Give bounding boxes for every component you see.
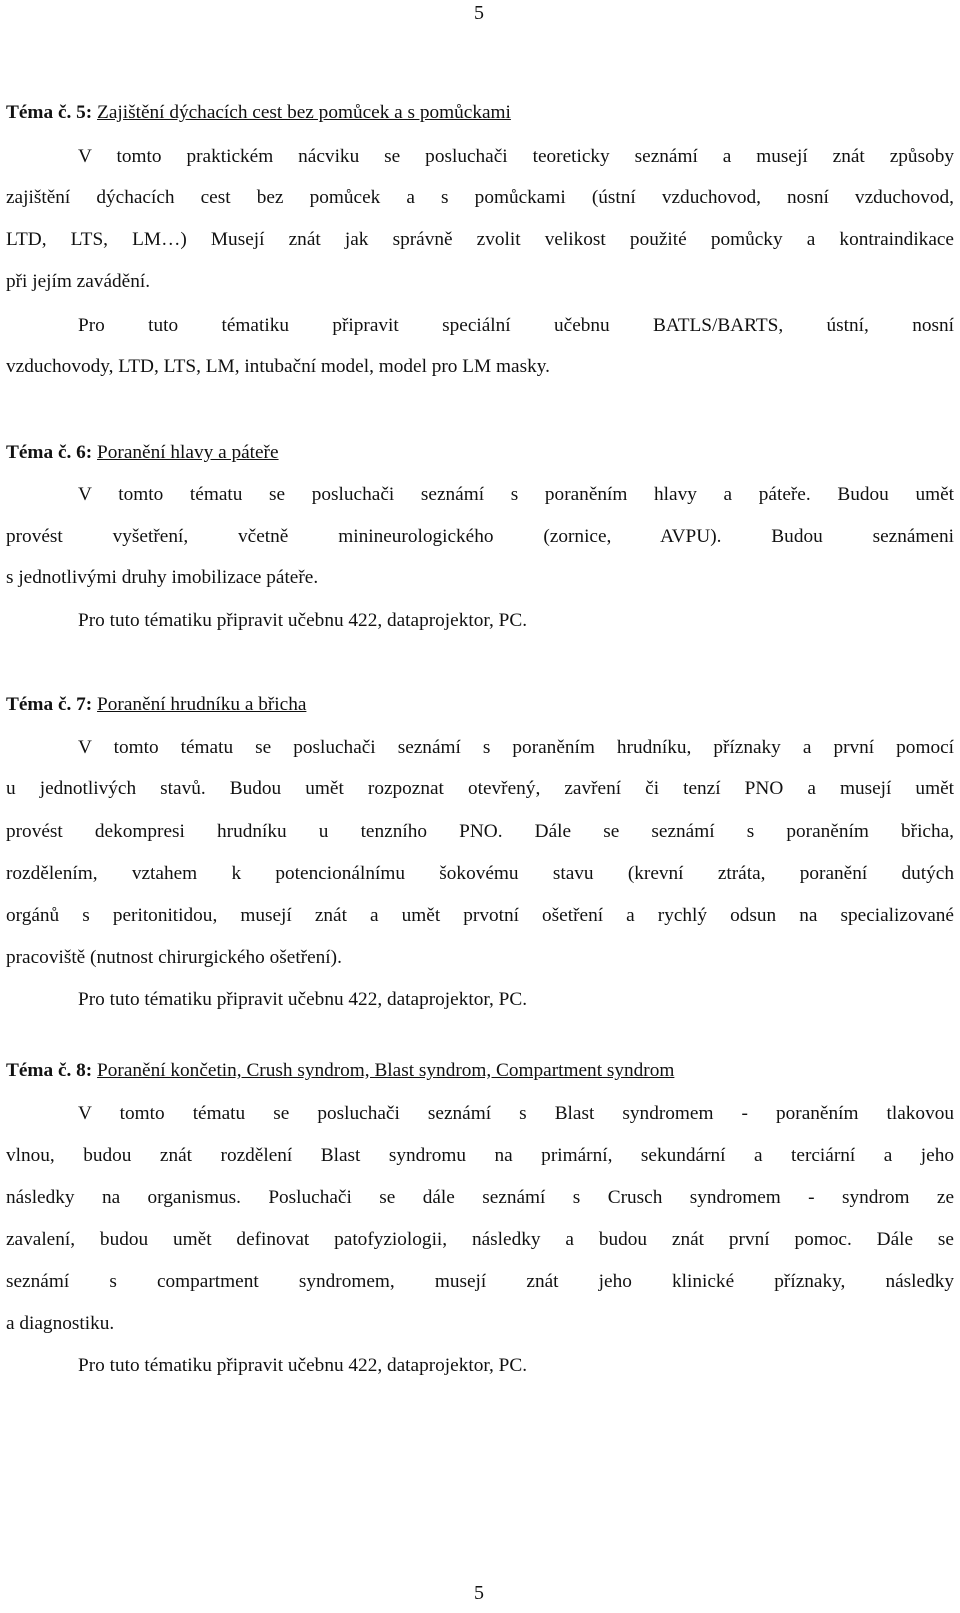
paragraph-line: orgánů s peritonitidou, musejí znát a umět prvotní ošetření a rychlý odsun na specializované (6, 905, 954, 926)
paragraph-line: seznámí s compartment syndromem, musejí znát jeho klinické příznaky, následky (6, 1271, 954, 1292)
paragraph-line: Pro tuto tématiku připravit učebnu 422, dataprojektor, PC. (78, 610, 528, 631)
section-heading (6, 101, 954, 125)
paragraph-line: provést dekompresi hrudníku u tenzního PNO. Dále se seznámí s poraněním břicha, (6, 821, 954, 842)
paragraph-line: Pro tuto tématiku připravit učebnu 422, dataprojektor, PC. (78, 1355, 528, 1376)
paragraph-line: zavalení, budou umět definovat patofyziologii, následky a budou znát první pomoc. Dále se (6, 1229, 954, 1250)
paragraph-line: V tomto tématu se posluchači seznámí s Blast syndromem - poraněním tlakovou (78, 1103, 954, 1124)
section-title: Zajištění dýchacích cest bez pomůcek a s pomůckami (97, 102, 511, 123)
paragraph-line: zajištění dýchacích cest bez pomůcek a s pomůckami (ústní vzduchovod, nosní vzduchovod, (6, 187, 954, 208)
paragraph-line: vlnou, budou znát rozdělení Blast syndromu na primární, sekundární a terciární a jeho (6, 1145, 954, 1166)
paragraph-line: u jednotlivých stavů. Budou umět rozpoznat otevřený, zavření či tenzí PNO a musejí umět (6, 778, 954, 799)
paragraph-line: následky na organismus. Posluchači se dále seznámí s Crusch syndromem - syndrom ze (6, 1187, 954, 1208)
paragraph-line: při jejím zavádění. (6, 271, 151, 292)
paragraph-line: V tomto tématu se posluchači seznámí s poraněním hlavy a páteře. Budou umět (78, 484, 954, 505)
section-number: 5: (71, 102, 93, 123)
paragraph-line: s jednotlivými druhy imobilizace páteře. (6, 567, 319, 588)
section-label: Téma č. (6, 694, 72, 715)
section-heading (6, 1059, 954, 1083)
section-title: Poranění hlavy a páteře (97, 442, 279, 463)
paragraph-line: rozdělením, vztahem k potencionálnímu šokovému stavu (krevní ztráta, poranění dutých (6, 863, 954, 884)
page-number-bottom: 5 (474, 1582, 484, 1604)
section-number: 6: (71, 442, 93, 463)
paragraph-line: LTD, LTS, LM…) Musejí znát jak správně zvolit velikost použité pomůcky a kontraindikace (6, 229, 954, 250)
paragraph-line: Pro tuto tématiku připravit speciální učebnu BATLS/BARTS, ústní, nosní (78, 315, 954, 336)
section-title: Poranění končetin, Crush syndrom, Blast syndrom, Compartment syndrom (97, 1060, 675, 1081)
section-heading (6, 693, 954, 717)
paragraph-line: V tomto tématu se posluchači seznámí s poraněním hrudníku, příznaky a první pomocí (78, 737, 954, 758)
section-number: 7: (71, 694, 93, 715)
paragraph-line: V tomto praktickém nácviku se posluchači teoreticky seznámí a musejí znát způsoby (78, 146, 954, 167)
section-label: Téma č. (6, 442, 72, 463)
section-label: Téma č. (6, 1060, 72, 1081)
section-number: 8: (71, 1060, 93, 1081)
paragraph-line: Pro tuto tématiku připravit učebnu 422, dataprojektor, PC. (78, 989, 528, 1010)
paragraph-line: pracoviště (nutnost chirurgického ošetření). (6, 947, 342, 968)
section-title: Poranění hrudníku a břicha (97, 694, 307, 715)
section-heading (6, 441, 954, 465)
section-label: Téma č. (6, 102, 72, 123)
paragraph-line: provést vyšetření, včetně minineurologického (zornice, AVPU). Budou seznámeni (6, 526, 954, 547)
page-number-top: 5 (474, 2, 484, 24)
paragraph-line: a diagnostiku. (6, 1313, 115, 1334)
paragraph-line: vzduchovody, LTD, LTS, LM, intubační model, model pro LM masky. (6, 356, 550, 377)
